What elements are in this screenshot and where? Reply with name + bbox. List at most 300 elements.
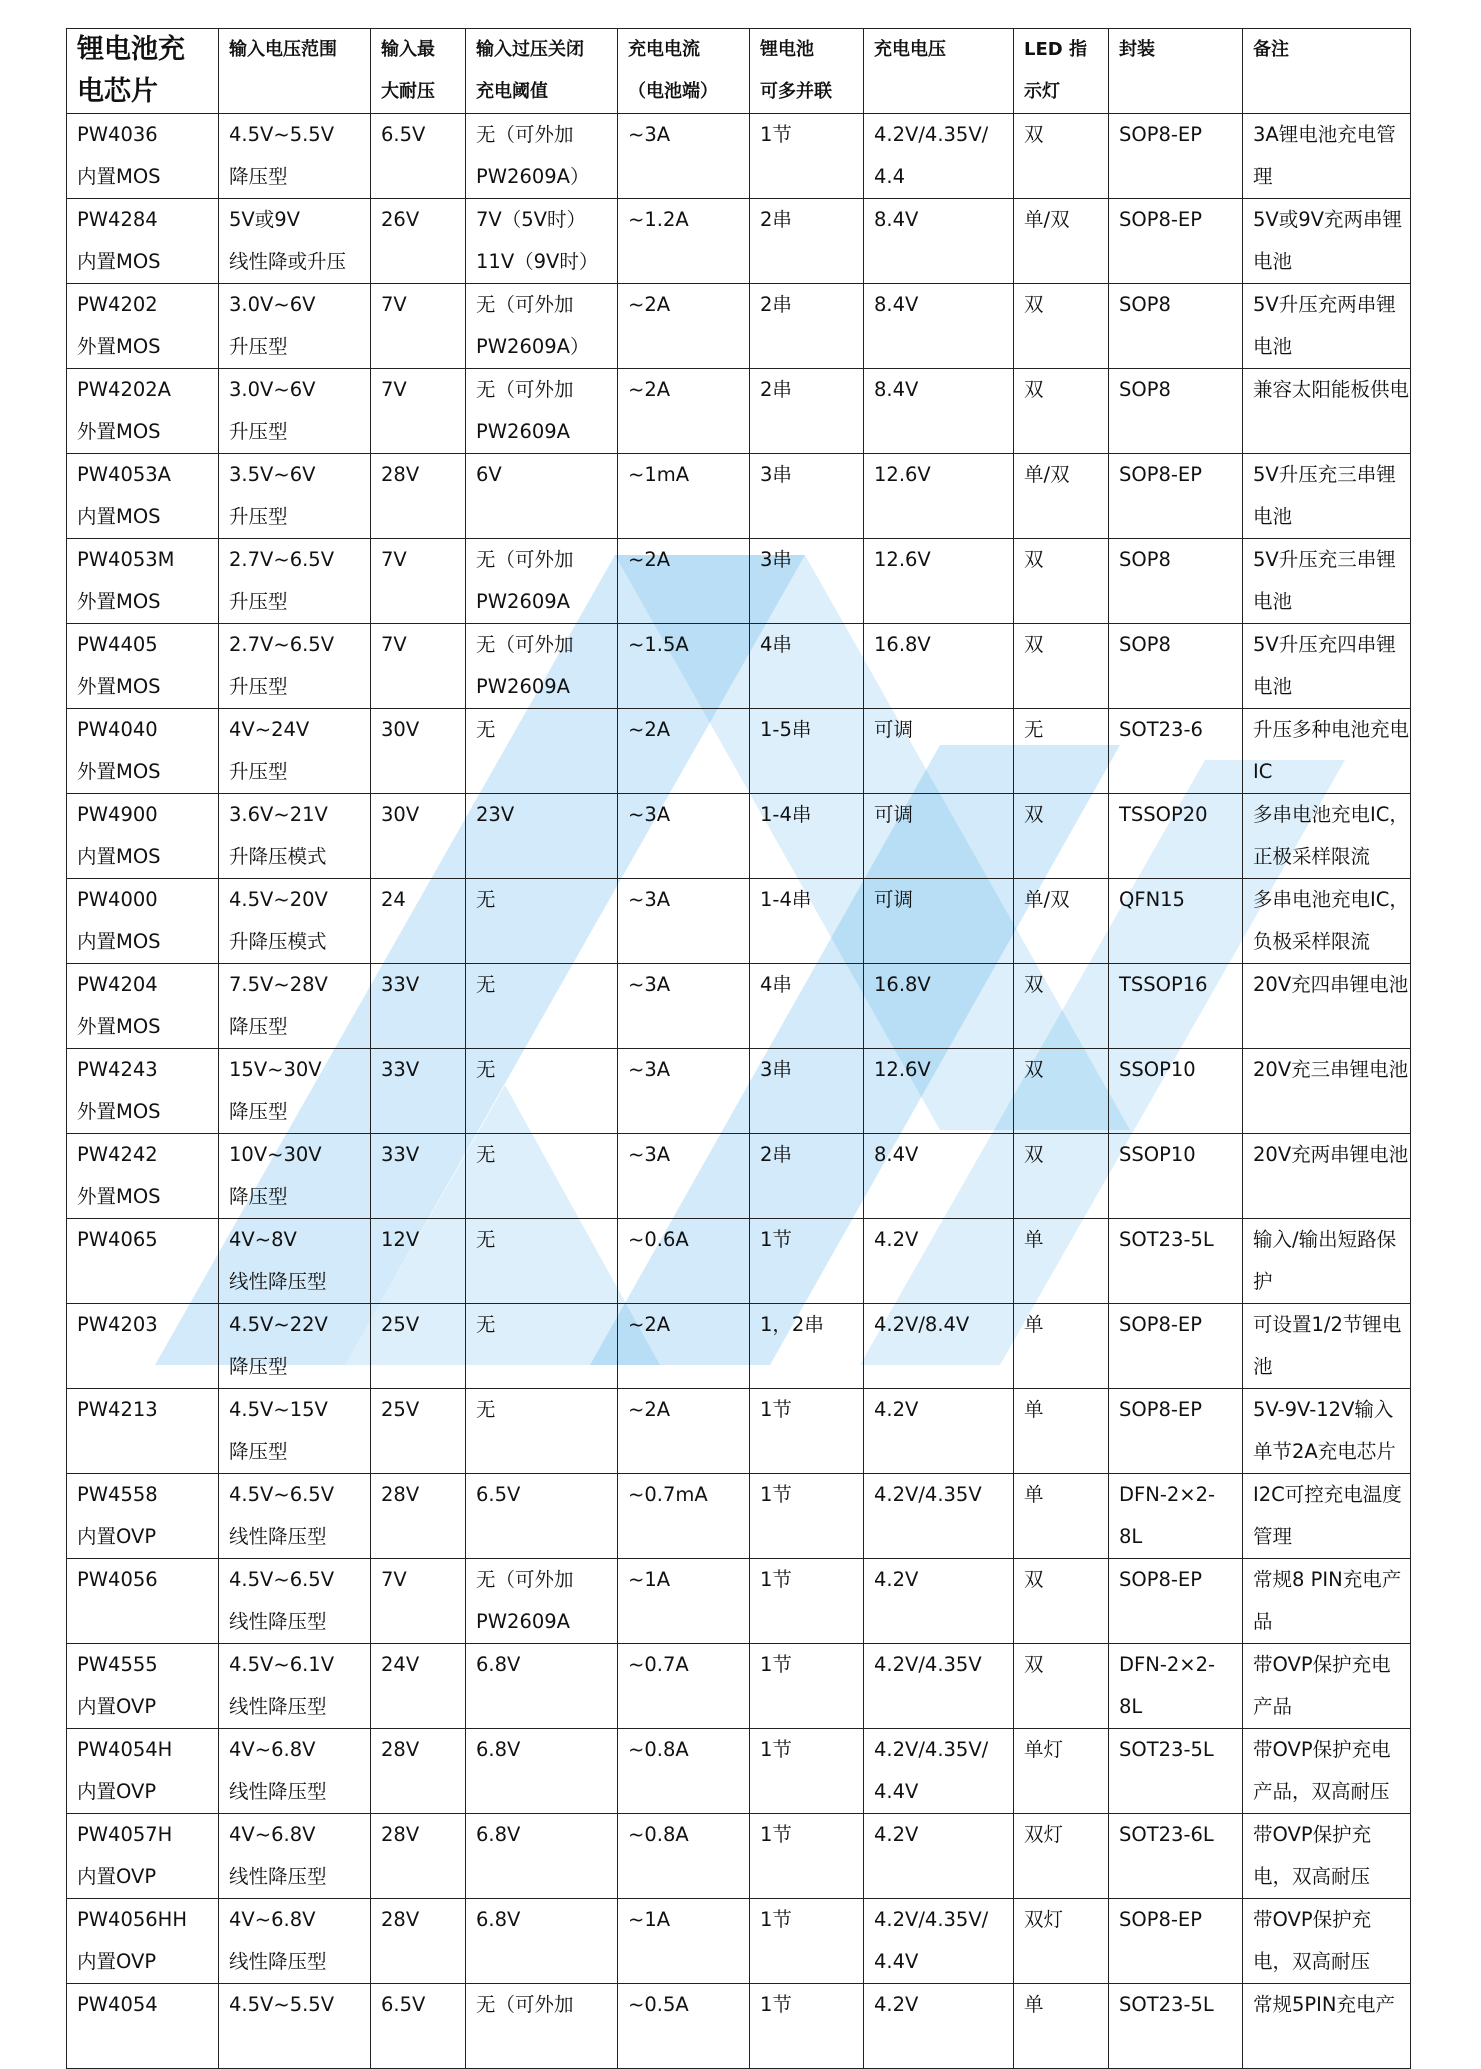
cell-line: 20V充三串锂电池 — [1253, 1058, 1409, 1081]
cell-line — [1119, 1771, 1232, 1813]
table-cell — [67, 1304, 219, 1389]
cell-line — [1024, 156, 1098, 198]
cell-line — [476, 1516, 607, 1558]
cell-line: PW4242 — [77, 1143, 158, 1166]
cell-line — [381, 2026, 455, 2068]
table-cell — [219, 1559, 371, 1644]
cell-line: ~2A — [628, 293, 671, 316]
table-cell — [1014, 709, 1109, 794]
cell-line — [1119, 1431, 1232, 1473]
table-cell — [618, 879, 750, 964]
cell-line: 单/双 — [1024, 208, 1070, 231]
cell-line: ~0.8A — [628, 1738, 689, 1761]
table-cell — [618, 1644, 750, 1729]
cell-line: 外置MOS — [77, 1185, 161, 1208]
table-cell — [618, 1389, 750, 1474]
cell-line: 带OVP保护充 — [1253, 1823, 1372, 1846]
cell-line — [381, 666, 455, 708]
table-cell — [1014, 454, 1109, 539]
header-line: 备注 — [1253, 39, 1289, 60]
cell-line: 外置MOS — [77, 590, 161, 613]
cell-line — [1119, 241, 1232, 283]
cell-line: 6.8V — [476, 1738, 521, 1761]
cell-line: 单 — [1024, 1228, 1044, 1251]
cell-line — [381, 1006, 455, 1048]
cell-line — [381, 1686, 455, 1728]
cell-line: 25V — [381, 1398, 420, 1421]
cell-line: PW4243 — [77, 1058, 158, 1081]
cell-line — [381, 1601, 455, 1643]
table-header-row — [67, 29, 1411, 114]
cell-line: 电池 — [1253, 335, 1293, 358]
cell-line: 7.5V~28V — [229, 973, 328, 996]
cell-line — [381, 1856, 455, 1898]
cell-line: 3串 — [760, 548, 792, 571]
header-line: 输入过压关闭 — [476, 39, 584, 60]
cell-line: 单灯 — [1024, 1738, 1064, 1761]
table-row — [67, 1559, 1411, 1644]
table-cell — [750, 1304, 864, 1389]
cell-line: 负极采样限流 — [1253, 930, 1371, 953]
cell-line: 线性降压型 — [229, 1695, 327, 1718]
table-cell — [864, 1389, 1014, 1474]
cell-line: SOP8-EP — [1119, 208, 1203, 231]
cell-line: PW4054H — [77, 1738, 173, 1761]
cell-line: SOP8 — [1119, 633, 1171, 656]
cell-line — [1119, 411, 1232, 453]
table-cell — [618, 454, 750, 539]
cell-line: 双灯 — [1024, 1908, 1064, 1931]
cell-line: 常规5PIN充电产 — [1253, 1993, 1396, 2016]
cell-line: 4V~6.8V — [229, 1738, 316, 1761]
column-header — [466, 29, 618, 114]
table-cell — [864, 964, 1014, 1049]
cell-line — [381, 1941, 455, 1983]
cell-line — [760, 1176, 853, 1218]
table-cell — [371, 1134, 466, 1219]
table-cell — [371, 1899, 466, 1984]
cell-line — [760, 156, 853, 198]
table-cell — [466, 454, 618, 539]
cell-line — [628, 1601, 739, 1643]
table-cell — [1014, 1814, 1109, 1899]
table-cell — [618, 1049, 750, 1134]
cell-line: 可调 — [874, 803, 914, 826]
table-cell — [466, 1474, 618, 1559]
cell-line — [77, 1346, 208, 1388]
cell-line — [77, 2026, 208, 2068]
cell-line: 4.2V/4.35V/ — [874, 123, 989, 146]
table-cell — [864, 1899, 1014, 1984]
table-cell — [67, 1644, 219, 1729]
cell-line — [476, 496, 607, 538]
table-cell — [67, 1134, 219, 1219]
cell-line: 无 — [476, 1398, 496, 1421]
cell-line — [1024, 1346, 1098, 1388]
table-cell — [67, 1899, 219, 1984]
cell-line: PW4202 — [77, 293, 158, 316]
column-header — [371, 29, 466, 114]
cell-line: SOP8 — [1119, 548, 1171, 571]
cell-line: 4串 — [760, 973, 792, 996]
table-cell — [219, 624, 371, 709]
cell-line — [77, 1431, 208, 1473]
cell-line: 4.2V — [874, 1228, 919, 1251]
table-cell — [1014, 1559, 1109, 1644]
column-header — [67, 29, 219, 114]
cell-line: 3A锂电池充电管 — [1253, 123, 1396, 146]
table-row — [67, 284, 1411, 369]
table-cell — [219, 454, 371, 539]
cell-line — [1119, 1856, 1232, 1898]
cell-line: 升压型 — [229, 420, 288, 443]
cell-line — [628, 241, 739, 283]
table-cell — [618, 1984, 750, 2069]
table-cell — [67, 454, 219, 539]
table-cell — [864, 1984, 1014, 2069]
table-cell — [1014, 879, 1109, 964]
table-cell — [371, 539, 466, 624]
column-header — [618, 29, 750, 114]
table-cell — [1109, 624, 1243, 709]
cell-line — [628, 1176, 739, 1218]
cell-line — [874, 496, 1003, 538]
cell-line: 1节 — [760, 1823, 792, 1846]
cell-line: 4串 — [760, 633, 792, 656]
table-cell — [1243, 369, 1411, 454]
cell-line: 1节 — [760, 1908, 792, 1931]
cell-line: 4.5V~6.5V — [229, 1483, 335, 1506]
table-cell — [1243, 1729, 1411, 1814]
cell-line: 无 — [476, 1228, 496, 1251]
cell-line: 12.6V — [874, 463, 931, 486]
cell-line — [476, 1006, 607, 1048]
header-line — [229, 71, 360, 113]
cell-line — [1024, 1601, 1098, 1643]
table-row — [67, 1474, 1411, 1559]
table-cell — [1109, 114, 1243, 199]
cell-line — [874, 1856, 1003, 1898]
table-row — [67, 624, 1411, 709]
table-cell — [466, 1899, 618, 1984]
cell-line: SOT23-6 — [1119, 718, 1203, 741]
cell-line — [476, 1091, 607, 1133]
cell-line — [760, 1856, 853, 1898]
cell-line: 单/双 — [1024, 888, 1070, 911]
table-cell — [1243, 1559, 1411, 1644]
cell-line: 8L — [1119, 1695, 1143, 1718]
cell-line: SOP8-EP — [1119, 1568, 1203, 1591]
cell-line: SOP8 — [1119, 378, 1171, 401]
table-cell — [219, 1644, 371, 1729]
cell-line — [628, 1941, 739, 1983]
cell-line: 10V~30V — [229, 1143, 322, 1166]
cell-line: ~0.5A — [628, 1993, 689, 2016]
table-row — [67, 794, 1411, 879]
cell-line: 28V — [381, 1483, 420, 1506]
cell-line: SSOP10 — [1119, 1058, 1196, 1081]
cell-line — [1119, 1261, 1232, 1303]
table-cell — [466, 284, 618, 369]
cell-line: 7V — [381, 293, 407, 316]
cell-line: 16.8V — [874, 633, 931, 656]
cell-line: 电池 — [1253, 675, 1293, 698]
cell-line: 28V — [381, 1908, 420, 1931]
table-cell — [750, 284, 864, 369]
cell-line: 无 — [476, 718, 496, 741]
table-cell — [371, 1644, 466, 1729]
cell-line: 无 — [1024, 718, 1044, 741]
cell-line — [381, 1346, 455, 1388]
table-cell — [864, 879, 1014, 964]
header-line: （电池端） — [628, 81, 718, 102]
cell-line — [1119, 666, 1232, 708]
table-cell — [67, 879, 219, 964]
cell-line: 内置OVP — [77, 1865, 157, 1888]
cell-line: PW4040 — [77, 718, 158, 741]
table-body — [67, 114, 1411, 2069]
cell-line: 升压多种电池充电 — [1253, 718, 1410, 741]
cell-line: PW4054 — [77, 1993, 158, 2016]
cell-line — [760, 581, 853, 623]
cell-line — [1024, 666, 1098, 708]
cell-line: PW4405 — [77, 633, 158, 656]
cell-line: 33V — [381, 1143, 420, 1166]
table-row — [67, 879, 1411, 964]
table-cell — [618, 1559, 750, 1644]
cell-line: 电池 — [1253, 505, 1293, 528]
table-cell — [466, 1729, 618, 1814]
cell-line: ~0.7A — [628, 1653, 689, 1676]
cell-line: 管理 — [1253, 1525, 1293, 1548]
cell-line — [1119, 496, 1232, 538]
cell-line: 4.2V/4.35V/ — [874, 1908, 989, 1931]
cell-line: PW2609A） — [476, 165, 590, 188]
cell-line: 电，双高耐压 — [1253, 1950, 1371, 1973]
cell-line — [1119, 156, 1232, 198]
table-cell — [371, 1984, 466, 2069]
table-cell — [618, 284, 750, 369]
cell-line: 3.6V~21V — [229, 803, 328, 826]
cell-line — [628, 1431, 739, 1473]
table-cell — [371, 1729, 466, 1814]
cell-line: 双 — [1024, 1568, 1044, 1591]
table-cell — [466, 1559, 618, 1644]
table-cell — [750, 1814, 864, 1899]
table-cell — [219, 1304, 371, 1389]
table-cell — [618, 1219, 750, 1304]
header-line: 充电电流 — [628, 39, 700, 60]
table-cell — [1014, 794, 1109, 879]
cell-line: 双 — [1024, 1143, 1044, 1166]
table-cell — [466, 879, 618, 964]
cell-line — [1119, 1941, 1232, 1983]
cell-line — [381, 1091, 455, 1133]
cell-line — [1024, 1686, 1098, 1728]
cell-line: 可设置1/2节锂电 — [1253, 1313, 1402, 1336]
cell-line: 1节 — [760, 1653, 792, 1676]
cell-line: 带OVP保护充电 — [1253, 1738, 1391, 1761]
table-cell — [618, 1814, 750, 1899]
cell-line: 线性降压型 — [229, 1525, 327, 1548]
cell-line: DFN-2×2- — [1119, 1483, 1216, 1506]
table-cell — [1014, 1049, 1109, 1134]
cell-line: 双灯 — [1024, 1823, 1064, 1846]
table-cell — [466, 1049, 618, 1134]
table-cell — [1014, 369, 1109, 454]
table-cell — [219, 1814, 371, 1899]
cell-line — [874, 1346, 1003, 1388]
cell-line: 4.5V~5.5V — [229, 1993, 335, 2016]
table-cell — [219, 1899, 371, 1984]
cell-line — [874, 326, 1003, 368]
cell-line: 内置MOS — [77, 250, 161, 273]
cell-line — [874, 241, 1003, 283]
table-cell — [750, 1389, 864, 1474]
cell-line: PW4202A — [77, 378, 172, 401]
table-cell — [1109, 1644, 1243, 1729]
cell-line: ~2A — [628, 378, 671, 401]
table-cell — [864, 624, 1014, 709]
cell-line: 4V~24V — [229, 718, 310, 741]
cell-line: 带OVP保护充 — [1253, 1908, 1372, 1931]
cell-line: SOP8-EP — [1119, 1398, 1203, 1421]
cell-line: 可调 — [874, 718, 914, 741]
cell-line: 8.4V — [874, 378, 919, 401]
cell-line — [1024, 1771, 1098, 1813]
cell-line: PW4203 — [77, 1313, 158, 1336]
cell-line: 2串 — [760, 1143, 792, 1166]
table-cell — [466, 1984, 618, 2069]
table-cell — [371, 114, 466, 199]
cell-line: 外置MOS — [77, 335, 161, 358]
cell-line: 5V-9V-12V输入 — [1253, 1398, 1394, 1421]
cell-line — [476, 751, 607, 793]
table-cell — [466, 539, 618, 624]
table-cell — [864, 1049, 1014, 1134]
cell-line — [381, 496, 455, 538]
column-header — [1014, 29, 1109, 114]
cell-line: 12V — [381, 1228, 420, 1251]
cell-line — [381, 836, 455, 878]
cell-line: 4.4V — [874, 1950, 919, 1973]
cell-line: DFN-2×2- — [1119, 1653, 1216, 1676]
column-header — [219, 29, 371, 114]
cell-line: 兼容太阳能板供电 — [1253, 378, 1410, 401]
cell-line: PW4056 — [77, 1568, 158, 1591]
cell-line — [476, 1771, 607, 1813]
cell-line — [1253, 411, 1400, 453]
cell-line — [1253, 2026, 1400, 2068]
cell-line: 4.5V~6.5V — [229, 1568, 335, 1591]
table-cell — [219, 1049, 371, 1134]
cell-line: 外置MOS — [77, 1100, 161, 1123]
cell-line — [1024, 411, 1098, 453]
table-cell — [1014, 1304, 1109, 1389]
cell-line: 内置OVP — [77, 1780, 157, 1803]
cell-line: 3.5V~6V — [229, 463, 316, 486]
cell-line: 无（可外加 — [476, 123, 574, 146]
cell-line: 28V — [381, 1823, 420, 1846]
cell-line — [628, 1006, 739, 1048]
cell-line: SOT23-5L — [1119, 1228, 1214, 1251]
cell-line: 电池 — [1253, 250, 1293, 273]
table-cell — [219, 1984, 371, 2069]
cell-line: PW4053A — [77, 463, 172, 486]
cell-line — [760, 1006, 853, 1048]
cell-line — [628, 921, 739, 963]
cell-line — [874, 1601, 1003, 1643]
table-cell — [67, 1984, 219, 2069]
cell-line — [874, 1091, 1003, 1133]
table-cell — [1109, 1219, 1243, 1304]
cell-line: 8.4V — [874, 208, 919, 231]
table-cell — [219, 199, 371, 284]
table-cell — [67, 1049, 219, 1134]
table-cell — [1109, 879, 1243, 964]
cell-line — [1119, 1176, 1232, 1218]
table-cell — [618, 964, 750, 1049]
table-cell — [1109, 284, 1243, 369]
cell-line: 6.5V — [381, 123, 426, 146]
table-cell — [219, 1729, 371, 1814]
cell-line: PW4558 — [77, 1483, 158, 1506]
table-cell — [750, 1729, 864, 1814]
cell-line — [1024, 1006, 1098, 1048]
cell-line: 7V — [381, 378, 407, 401]
cell-line — [1253, 1176, 1400, 1218]
table-cell — [67, 624, 219, 709]
cell-line — [1024, 1261, 1098, 1303]
table-cell — [466, 794, 618, 879]
cell-line — [760, 751, 853, 793]
cell-line: 降压型 — [229, 1185, 288, 1208]
table-cell — [864, 284, 1014, 369]
table-cell — [219, 369, 371, 454]
table-cell — [618, 709, 750, 794]
cell-line — [874, 2026, 1003, 2068]
table-cell — [750, 1134, 864, 1219]
table-cell — [466, 1134, 618, 1219]
cell-line: 升压型 — [229, 590, 288, 613]
header-line: 示灯 — [1024, 81, 1060, 102]
cell-line: 升降压模式 — [229, 845, 327, 868]
table-cell — [1109, 964, 1243, 1049]
table-cell — [219, 709, 371, 794]
cell-line: SOP8-EP — [1119, 1908, 1203, 1931]
cell-line: 4.5V~15V — [229, 1398, 328, 1421]
table-row — [67, 1389, 1411, 1474]
cell-line: 3.0V~6V — [229, 293, 316, 316]
cell-line: 11V（9V时） — [476, 250, 599, 273]
cell-line: 升降压模式 — [229, 930, 327, 953]
charger-chip-spec-table — [66, 28, 1411, 2069]
table-cell — [864, 1219, 1014, 1304]
table-cell — [618, 1134, 750, 1219]
table-cell — [750, 794, 864, 879]
cell-line: ~1.5A — [628, 633, 689, 656]
cell-line: 升压型 — [229, 505, 288, 528]
cell-line: ~2A — [628, 718, 671, 741]
cell-line: 无（可外加 — [476, 1993, 574, 2016]
table-cell — [1243, 1474, 1411, 1559]
table-cell — [750, 879, 864, 964]
cell-line: 26V — [381, 208, 420, 231]
cell-line: 产品，双高耐压 — [1253, 1780, 1390, 1803]
table-cell — [1109, 369, 1243, 454]
cell-line: 降压型 — [229, 1100, 288, 1123]
table-cell — [1014, 1389, 1109, 1474]
